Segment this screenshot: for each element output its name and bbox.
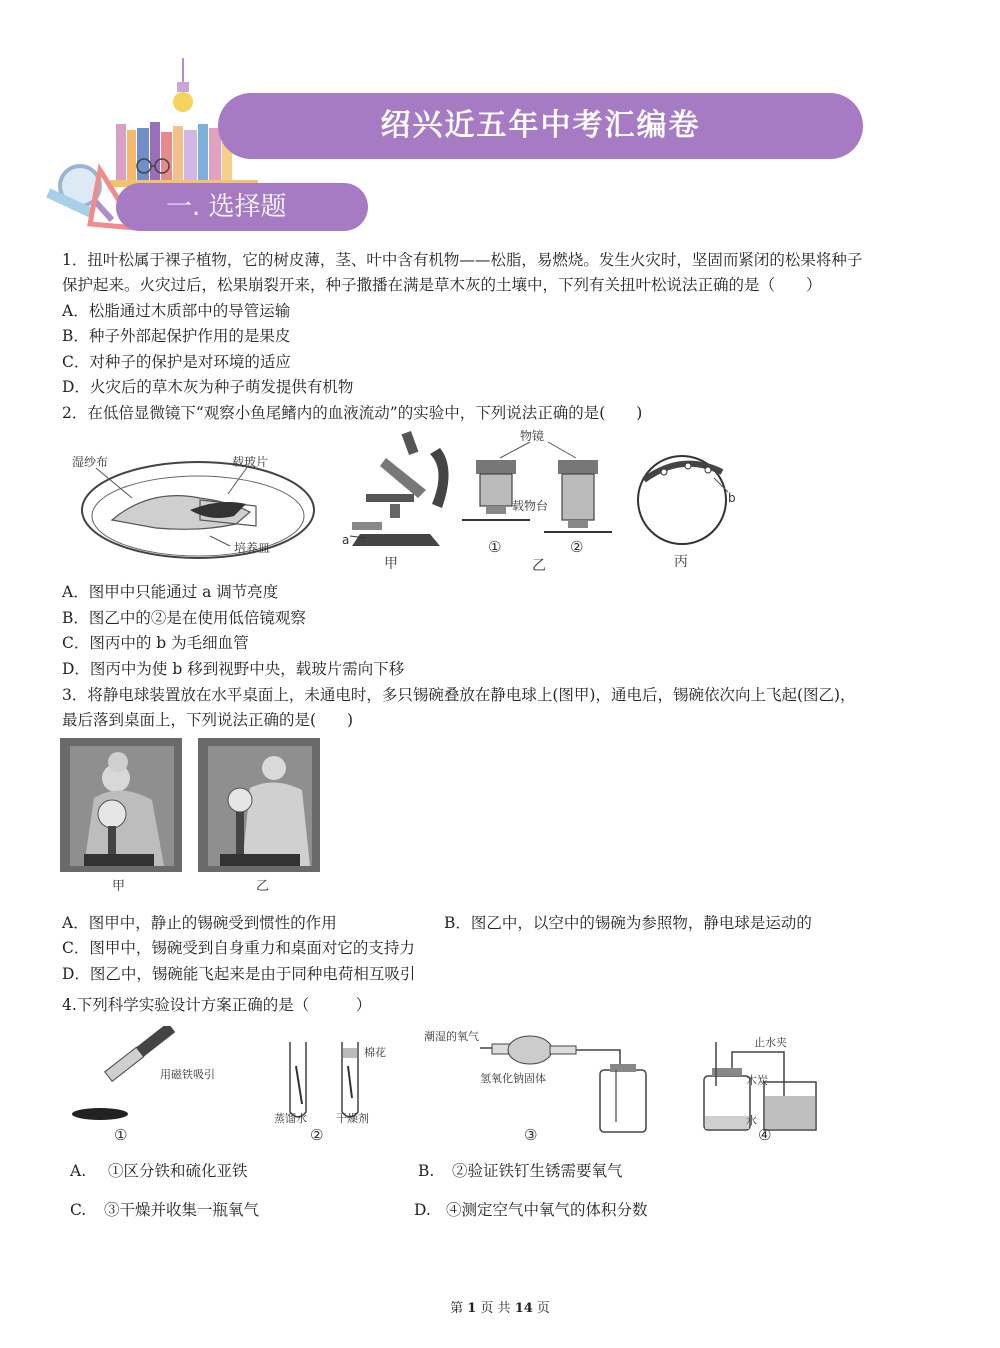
q3-option-a: A．图甲中，静止的锡碗受到惯性的作用	[62, 914, 337, 932]
footer-page-number: 1	[467, 1301, 477, 1316]
q4-option-b-letter: B.	[418, 1162, 435, 1180]
q2-label-two: ②	[570, 538, 584, 556]
q4-label-n1: ①	[114, 1126, 128, 1144]
q4-option-c-text: ③干燥并收集一瓶氧气	[104, 1201, 260, 1219]
q2-option-c: C．图丙中的 b 为毛细血管	[62, 634, 249, 652]
q1-stem-line2: 保护起来。火灾过后，松果崩裂开来，种子撒播在满是草木灰的土壤中，下列有关扭叶松说法正确的是（ ）	[62, 276, 822, 294]
q4-option-a-letter: A.	[70, 1162, 87, 1180]
q1-option-a: A．松脂通过木质部中的导管运输	[62, 302, 291, 320]
q3-stem-line2: 最后落到桌面上，下列说法正确的是( )	[62, 711, 354, 729]
footer-total-pages: 14	[514, 1301, 533, 1316]
q4-label-n4: ④	[758, 1126, 772, 1144]
q4-label-desiccant: 干燥剂	[336, 1112, 369, 1125]
page-footer	[0, 1297, 1000, 1316]
q4-label-wet-oxygen: 潮湿的氧气	[424, 1030, 479, 1043]
q2-label-b: b	[728, 491, 736, 505]
q2-option-d: D．图丙中为使 b 移到视野中央，载玻片需向下移	[62, 660, 405, 678]
footer-pre: 第	[450, 1301, 464, 1316]
q4-label-charcoal: 木炭	[746, 1074, 768, 1087]
q2-label-objective: 物镜	[520, 429, 545, 443]
q1-option-d: D．火灾后的草木灰为种子萌发提供有机物	[62, 378, 354, 396]
q4-option-a-text: ①区分铁和硫化亚铁	[108, 1162, 248, 1180]
q3-photos	[60, 738, 322, 898]
q3-stem-line1: 3．将静电球装置放在水平桌面上，未通电时，多只锡碗叠放在静电球上(图甲)，通电后，锡碗依次向上飞起(图乙)，	[62, 686, 856, 704]
footer-post: 页	[536, 1301, 550, 1316]
q1-option-b: B．种子外部起保护作用的是果皮	[62, 327, 291, 345]
q3-option-c: C．图甲中，锡碗受到自身重力和桌面对它的支持力	[62, 939, 415, 957]
q2-label-stage: 载物台	[512, 499, 549, 513]
q4-option-d-text: ④测定空气中氧气的体积分数	[446, 1201, 648, 1219]
q4-option-b-text: ②验证铁钉生锈需要氧气	[452, 1162, 623, 1180]
q3-label-yi: 乙	[256, 879, 270, 894]
q1-stem-line1: 1．扭叶松属于裸子植物，它的树皮薄，茎、叶中含有机物——松脂，易燃烧。发生火灾时，坚固而紧闭的松果将种子	[62, 251, 863, 269]
q2-label-wet-gauze: 湿纱布	[72, 455, 109, 469]
q4-label-n2: ②	[310, 1126, 324, 1144]
q2-option-a: A．图甲中只能通过 a 调节亮度	[62, 583, 279, 601]
microscope-illustration	[350, 431, 449, 546]
q4-option-c-letter: C.	[70, 1201, 87, 1219]
q2-label-yi: 乙	[532, 558, 546, 574]
q2-figure	[60, 428, 760, 576]
q4-option-d-letter: D.	[414, 1201, 431, 1219]
q2-stem: 2．在低倍显微镜下“观察小鱼尾鳍内的血液流动”的实验中，下列说法正确的是( )	[62, 404, 643, 422]
footer-mid: 页 共	[480, 1301, 511, 1316]
q2-label-dish: 培养皿	[234, 541, 271, 555]
q4-label-cotton: 棉花	[364, 1046, 386, 1059]
q3-option-b: B．图乙中，以空中的锡碗为参照物，静电球是运动的	[444, 914, 812, 932]
section-heading: 一. 选择题	[116, 183, 368, 231]
q3-option-d: D．图乙中，锡碗能飞起来是由于同种电荷相互吸引	[62, 965, 416, 983]
q4-label-clamp: 止水夹	[754, 1036, 787, 1049]
q2-label-one: ①	[488, 538, 502, 556]
q2-label-jia: 甲	[384, 556, 398, 572]
q2-label-bing: 丙	[674, 554, 688, 570]
q4-stem: 4.下列科学实验设计方案正确的是（ ）	[62, 996, 372, 1014]
q4-label-n3: ③	[524, 1126, 538, 1144]
q4-label-magnet: 用磁铁吸引	[160, 1068, 215, 1081]
q2-label-slide: 载玻片	[232, 455, 269, 469]
page-banner-title: 绍兴近五年中考汇编卷	[218, 93, 863, 159]
q4-label-naoh: 氢氧化钠固体	[480, 1072, 546, 1085]
q2-option-b: B．图乙中的②是在使用低倍镜观察	[62, 609, 306, 627]
q3-label-jia: 甲	[112, 879, 126, 894]
q4-label-water: 水	[746, 1114, 757, 1127]
q1-option-c: C．对种子的保护是对环境的适应	[62, 353, 291, 371]
q4-label-distilled: 蒸馏水	[274, 1112, 307, 1125]
q2-label-a: a	[342, 533, 350, 547]
q4-figure	[60, 1026, 860, 1150]
